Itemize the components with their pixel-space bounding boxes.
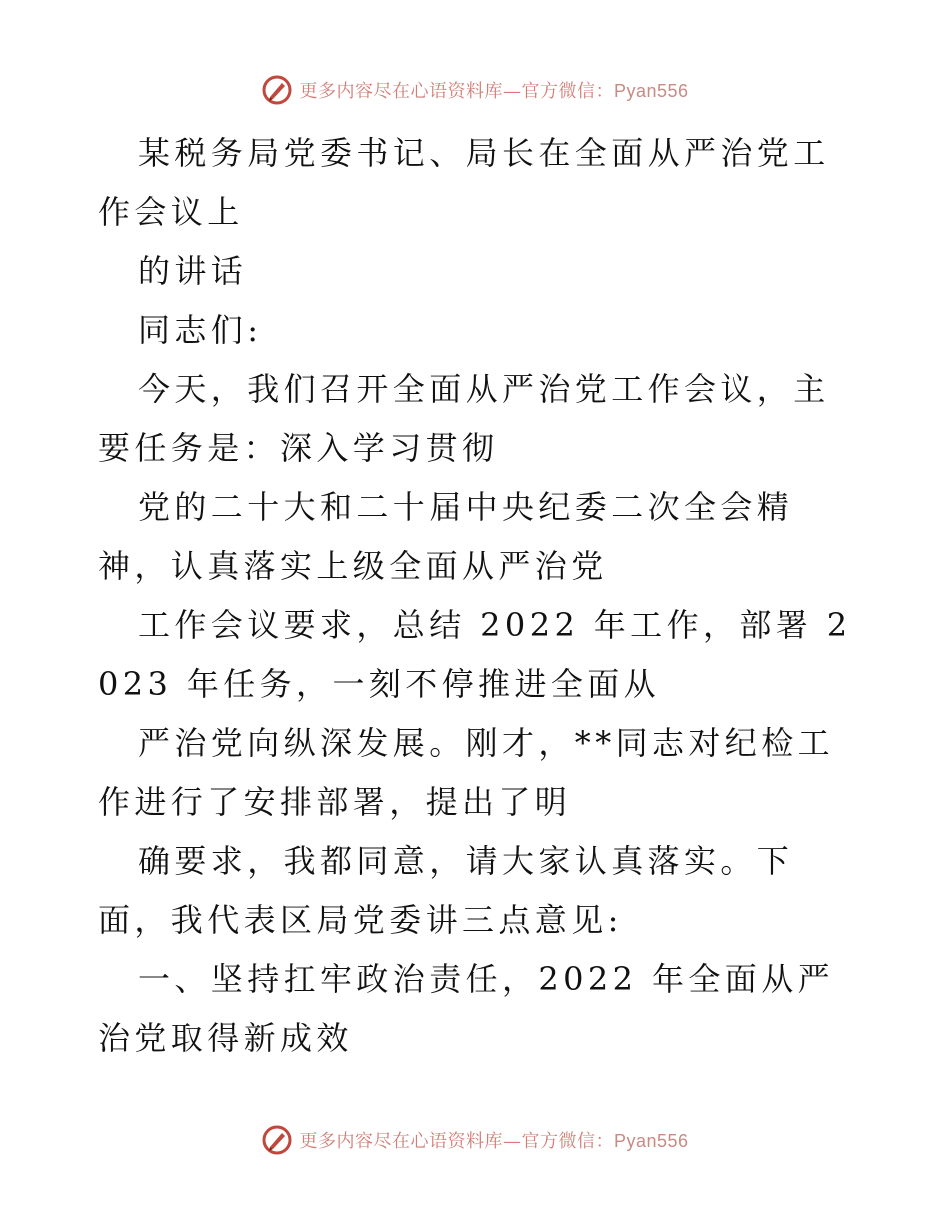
paragraph-title: 某税务局党委书记、局长在全面从严治党工作会议上 <box>98 134 830 231</box>
document-body <box>98 124 858 1068</box>
pen-logo-icon <box>261 1124 293 1156</box>
paragraph-salutation: 同志们: <box>138 311 263 349</box>
paragraph-body: 今天，我们召开全面从严治党工作会议，主要任务是：深入学习贯彻 <box>98 370 830 467</box>
section-heading: 一、坚持扛牢政治责任，2022 年全面从严治党取得新成效 <box>98 960 835 1057</box>
watermark-text: 更多内容尽在心语资料库—官方微信：Pyan556 <box>299 81 689 102</box>
header-watermark <box>0 70 950 110</box>
paragraph-body: 严治党向纵深发展。刚才，**同志对纪检工作进行了安排部署，提出了明 <box>98 724 835 821</box>
watermark-text: 更多内容尽在心语资料库—官方微信：Pyan556 <box>299 1131 689 1152</box>
paragraph-title-cont: 的讲话 <box>138 252 248 290</box>
paragraph-body: 党的二十大和二十届中央纪委二次全会精神，认真落实上级全面从严治党 <box>98 488 794 585</box>
paragraph-body: 确要求，我都同意，请大家认真落实。下面，我代表区局党委讲三点意见: <box>98 842 794 939</box>
pen-logo-icon <box>261 74 293 106</box>
footer-watermark <box>0 1120 950 1160</box>
paragraph-body: 工作会议要求，总结 2022 年工作，部署 2023 年任务，一刻不停推进全面从 <box>98 606 852 703</box>
